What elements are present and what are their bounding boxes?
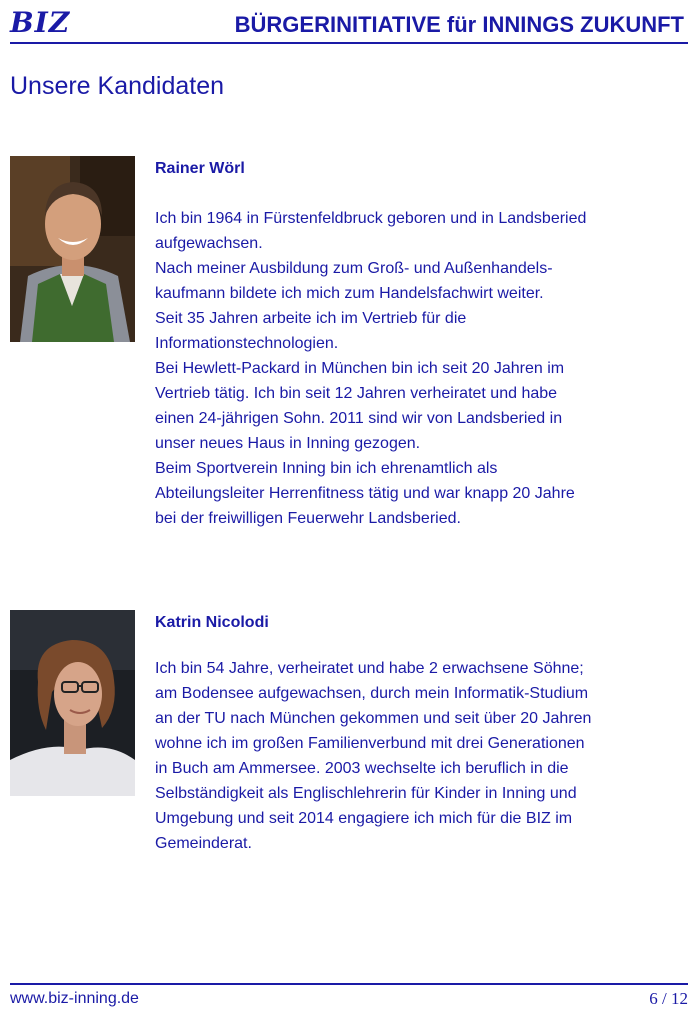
bio-line: am Bodensee aufgewachsen, durch mein Informatik-Studium: [155, 685, 589, 702]
bio-line: Abteilungsleiter Herrenfitness tätig und war knapp 20 Jahre: [155, 485, 575, 502]
bio-line: Gemeinderat.: [155, 835, 252, 852]
bio-line: Informationstechnologien.: [155, 335, 339, 352]
bio-line: Selbständigkeit als Englischlehrerin für Kinder in Inning und: [155, 785, 577, 802]
footer-website-link[interactable]: www.biz-inning.de: [10, 990, 139, 1007]
bio-line: in Buch am Ammersee. 2003 wechselte ich beruflich in die: [155, 760, 569, 777]
candidate-name: Rainer Wörl: [155, 160, 245, 177]
candidate-name: Katrin Nicolodi: [155, 614, 269, 631]
bio-line: unser neues Haus in Inning gezogen.: [155, 435, 421, 452]
bio-line: Seit 35 Jahren arbeite ich im Vertrieb für die: [155, 310, 467, 327]
bio-line: Ich bin 1964 in Fürstenfeldbruck geboren und in Landsberied: [155, 210, 587, 227]
biz-logo: BIZ: [10, 6, 71, 39]
page-header: [10, 4, 688, 42]
footer-rule: [10, 983, 688, 985]
candidate-photo-rainer: [10, 156, 135, 342]
bio-line: bei der freiwilligen Feuerwehr Landsberied.: [155, 510, 461, 527]
bio-line: einen 24-jährigen Sohn. 2011 sind wir von Landsberied in: [155, 410, 563, 427]
candidate-bio: [155, 656, 695, 856]
bio-line: Umgebung und seit 2014 engagiere ich mich für die BIZ im: [155, 810, 573, 827]
bio-line: aufgewachsen.: [155, 235, 263, 252]
bio-line: Bei Hewlett-Packard in München bin ich seit 20 Jahren im: [155, 360, 565, 377]
bio-line: an der TU nach München gekommen und seit über 20 Jahren: [155, 710, 592, 727]
bio-line: Ich bin 54 Jahre, verheiratet und habe 2 erwachsene Söhne;: [155, 660, 584, 677]
page-number: 6 / 12: [649, 989, 688, 1008]
bio-line: wohne ich im großen Familienverbund mit drei Generationen: [155, 735, 585, 752]
candidate-bio: [155, 206, 695, 531]
page-title: Unsere Kandidaten: [10, 72, 225, 100]
bio-line: Vertrieb tätig. Ich bin seit 12 Jahren verheiratet und habe: [155, 385, 558, 402]
bio-line: kaufmann bildete ich mich zum Handelsfachwirt weiter.: [155, 285, 544, 302]
bio-line: Beim Sportverein Inning bin ich ehrenamtlich als: [155, 460, 498, 477]
header-title: BÜRGERINITIATIVE für INNINGS ZUKUNFT: [234, 12, 684, 37]
bio-line: Nach meiner Ausbildung zum Groß- und Außenhandels-: [155, 260, 553, 277]
header-rule: [10, 42, 688, 44]
candidate-photo-katrin: [10, 610, 135, 796]
